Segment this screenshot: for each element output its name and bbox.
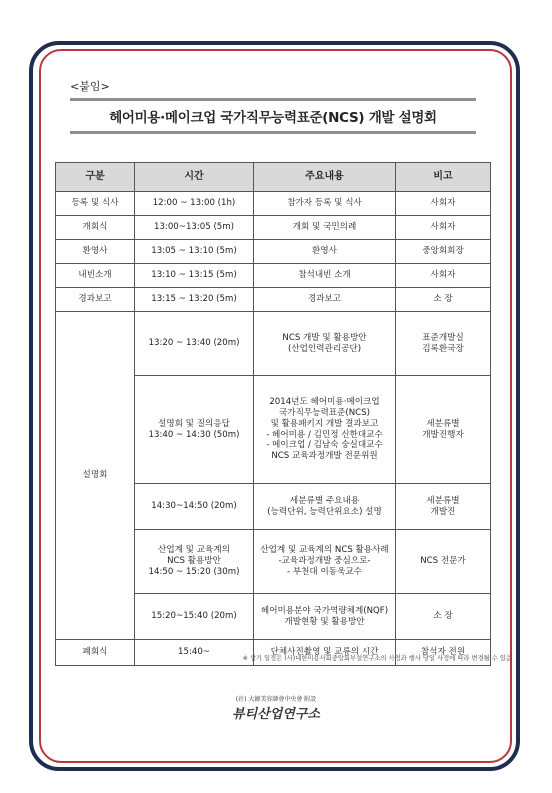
time-cell-line: 산업계 및 교육계의 [158,545,230,556]
content-cell-line: 참가자 등록 및 식사 [287,198,362,209]
attachment-label: <붙임> [70,80,110,93]
note-cell-line: 사회자 [430,270,456,281]
content-cell-line: - 헤어미용 / 김민정 신한대교수 [266,429,383,440]
time-cell [135,376,254,484]
note-cell [396,192,491,216]
note-cell-line: 표준개발실 [422,332,464,343]
content-cell [254,192,396,216]
page-title: 헤어미용·메이크업 국가직무능력표준(NCS) 개발 설명회 [109,110,437,126]
note-cell [396,312,491,376]
category-cell: 환영사 [56,240,135,264]
category-cell: 개회식 [56,216,135,240]
category-cell: 폐회식 [56,640,135,666]
time-cell-line: 14:50 ~ 15:20 (30m) [148,566,240,577]
session-category-cell: 설명회 [56,312,135,640]
time-cell [135,264,254,288]
title-bottom-rule [70,131,476,134]
note-cell [396,264,491,288]
content-cell-line: - 부천대 이동욱교수 [287,566,362,577]
note-cell-line: NCS 전문가 [420,556,466,567]
schedule-table [55,162,491,666]
content-cell-line: 단체사진촬영 및 교류의 시간 [270,647,379,658]
time-cell [135,640,254,666]
content-cell [254,264,396,288]
content-cell [254,530,396,594]
session-row [56,312,491,376]
time-cell-line: 13:15 ~ 13:20 (5m) [151,294,237,305]
category-cell: 등록 및 식사 [56,192,135,216]
time-cell-line: 13:00~13:05 (5m) [153,222,234,233]
content-cell [254,240,396,264]
content-cell-line: 산업계 및 교육계의 NCS 활용사례 [260,545,389,556]
content-cell [254,594,396,640]
time-cell-line: 설명회 및 질의응답 [158,418,230,429]
content-cell-line: 경과보고 [307,294,342,305]
header-row [56,163,491,192]
note-cell-line: 사회자 [430,198,456,209]
time-cell-line: 13:20 ~ 13:40 (20m) [148,338,240,349]
content-cell [254,376,396,484]
content-cell [254,216,396,240]
time-cell-line: 13:40 ~ 14:30 (50m) [148,429,240,440]
note-cell [396,216,491,240]
note-cell [396,484,491,530]
content-cell-line: 참석내빈 소개 [298,270,351,281]
content-cell [254,312,396,376]
content-cell-line: 및 활용패키지 개발 결과보고 [270,418,379,429]
time-cell-line: 14:30~14:50 (20m) [151,501,237,512]
category-cell: 내빈소개 [56,264,135,288]
note-cell-line: 세분류별 [426,495,460,506]
table-row [56,240,491,264]
content-cell-line: 개회 및 국민의례 [292,222,357,233]
note-cell [396,240,491,264]
note-cell-line: 세분류별 [426,418,460,429]
note-cell-line: 김록환국장 [422,343,464,354]
time-cell-line: 13:10 ~ 13:15 (5m) [151,270,237,281]
table-row [56,264,491,288]
time-cell [135,312,254,376]
org-logo: 뷰티산업연구소 [232,707,320,722]
note-cell-line: 개발진행자 [422,429,464,440]
header-category: 구분 [56,163,135,192]
header-time: 시간 [135,163,254,192]
time-cell-line: 13:05 ~ 13:10 (5m) [151,246,237,257]
content-cell-line: 국가직무능력표준(NCS) [278,408,370,419]
time-cell [135,192,254,216]
org-affiliation: (社) 大韓美容師會中央會 附設 [235,696,317,703]
note-cell [396,288,491,312]
table-row [56,288,491,312]
time-cell-line: 15:40~ [178,647,210,658]
note-cell-line: 소 장 [433,611,453,622]
note-cell-line: 사회자 [430,222,456,233]
header-note: 비고 [396,163,491,192]
content-cell [254,484,396,530]
note-cell-line: 개발진 [430,506,456,517]
time-cell [135,530,254,594]
note-cell-line: 참석자 전원 [420,647,466,658]
content-cell-line: 개발현황 및 활용방안 [284,616,365,627]
footnote: ※ 상기 일정은 (사)대한미용사회중앙회부설연구소의 사정과 행사 당일 사정에 따라 변경될 수 있음 [242,655,512,662]
time-cell [135,240,254,264]
table-row [56,216,491,240]
time-cell [135,484,254,530]
time-cell-line: NCS 활용방안 [167,556,221,567]
title-top-rule [70,98,476,101]
note-cell [396,530,491,594]
content-cell-line: (능력단위, 능력단위요소) 설명 [267,506,382,517]
content-cell-line: 세분류별 주요내용 [289,495,360,506]
note-cell [396,594,491,640]
content-cell-line: 헤어미용분야 국가역량체계(NQF) [260,605,389,616]
time-cell-line: 12:00 ~ 13:00 (1h) [152,198,236,209]
content-cell-line: NCS 교육과정개발 전문위원 [271,450,378,461]
time-cell-line: 15:20~15:40 (20m) [151,611,237,622]
content-cell [254,288,396,312]
content-cell-line: -교육과정개발 중심으로- [278,556,371,567]
category-cell: 경과보고 [56,288,135,312]
header-content: 주요내용 [254,163,396,192]
content-cell-line: NCS 개발 및 활용방안 [282,332,367,343]
time-cell [135,288,254,312]
content-cell-line: - 메이크업 / 김남숙 숭실대교수 [266,440,383,451]
note-cell-line: 소 장 [433,294,453,305]
time-cell [135,216,254,240]
time-cell [135,594,254,640]
content-cell-line: 환영사 [312,246,337,257]
content-cell-line: 2014년도 헤어미용·메이크업 [269,397,380,408]
content-cell-line: (산업인력관리공단) [287,343,362,354]
note-cell-line: 중앙회회장 [422,246,464,257]
note-cell [396,376,491,484]
table-row [56,192,491,216]
